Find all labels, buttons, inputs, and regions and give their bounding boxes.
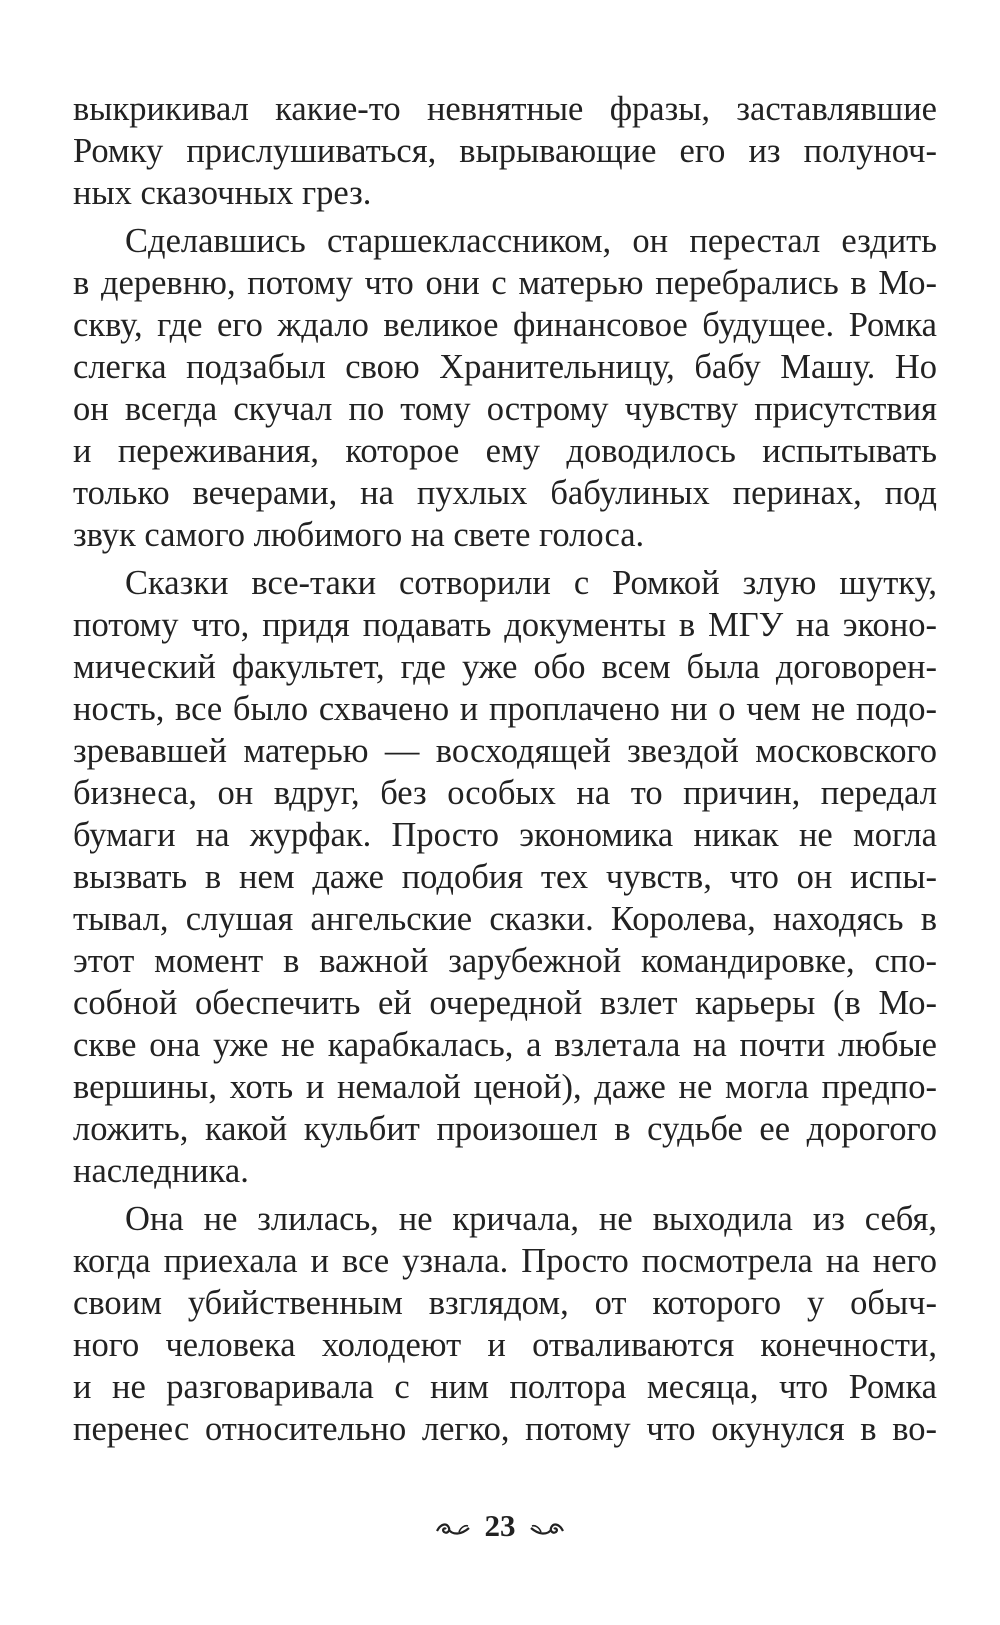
- text-line: ного человека холодеют и отваливаются конечности,: [73, 1326, 937, 1364]
- text-line: своим убийственным взглядом, от которого у обыч-: [73, 1284, 937, 1322]
- paragraph: [73, 88, 937, 214]
- paragraph: [73, 1198, 937, 1450]
- text-line: бизнеса, он вдруг, без особых на то причин, передал: [73, 774, 937, 812]
- text-line: собной обеспечить ей очередной взлет карьеры (в Мо-: [73, 984, 937, 1022]
- text-line: бумаги на журфак. Просто экономика никак не могла: [73, 816, 937, 854]
- text-line: потому что, придя подавать документы в МГУ на эконо-: [73, 606, 937, 644]
- text-line: вершины, хоть и немалой ценой), даже не могла предпо-: [73, 1068, 937, 1106]
- paragraph: [73, 220, 937, 556]
- body-text: [73, 88, 937, 1450]
- text-line: Ромку прислушиваться, вырывающие его из полуноч-: [73, 132, 937, 170]
- text-line: Сделавшись старшеклассником, он перестал ездить: [125, 222, 937, 260]
- text-line: и переживания, которое ему доводилось испытывать: [73, 432, 937, 470]
- text-line: когда приехала и все узнала. Просто посмотрела на него: [73, 1242, 937, 1280]
- text-line: ных сказочных грез.: [73, 174, 372, 212]
- text-line: и не разговаривала с ним полтора месяца, что Ромка: [73, 1368, 937, 1406]
- text-line: зревавшей матерью — восходящей звездой московского: [73, 732, 937, 770]
- text-line: выкрикивал какие-то невнятные фразы, заставлявшие: [73, 90, 937, 128]
- text-line: звук самого любимого на свете голоса.: [73, 516, 645, 554]
- text-line: Она не злилась, не кричала, не выходила из себя,: [125, 1200, 937, 1238]
- text-line: тывал, слушая ангельские сказки. Королева, находясь в: [73, 900, 937, 938]
- text-line: этот момент в важной зарубежной командировке, спо-: [73, 942, 937, 980]
- text-line: вызвать в нем даже подобия тех чувств, что он испы-: [73, 858, 937, 896]
- text-line: скву, где его ждало великое финансовое будущее. Ромка: [73, 306, 937, 344]
- text-line: Сказки все-таки сотворили с Ромкой злую шутку,: [125, 564, 937, 602]
- text-line: мический факультет, где уже обо всем была договорен-: [73, 648, 937, 686]
- page-footer: [0, 1508, 1000, 1544]
- text-line: только вечерами, на пухлых бабулиных перинах, под: [73, 474, 937, 512]
- text-line: слегка подзабыл свою Хранительницу, бабу Машу. Но: [73, 348, 937, 386]
- fleuron-left-icon: [435, 1519, 471, 1539]
- text-line: он всегда скучал по тому острому чувству присутствия: [73, 390, 937, 428]
- paragraph: [73, 562, 937, 1192]
- fleuron-right-icon: [529, 1519, 565, 1539]
- text-line: скве она уже не карабкалась, а взлетала на почти любые: [73, 1026, 937, 1064]
- text-line: ность, все было схвачено и проплачено ни о чем не подо-: [73, 690, 937, 728]
- text-line: наследника.: [73, 1152, 249, 1190]
- page-number: 23: [484, 1508, 516, 1543]
- text-line: перенес относительно легко, потому что окунулся в во-: [73, 1410, 937, 1448]
- text-line: в деревню, потому что они с матерью перебрались в Мо-: [73, 264, 937, 302]
- text-line: ложить, какой кульбит произошел в судьбе ее дорогого: [73, 1110, 937, 1148]
